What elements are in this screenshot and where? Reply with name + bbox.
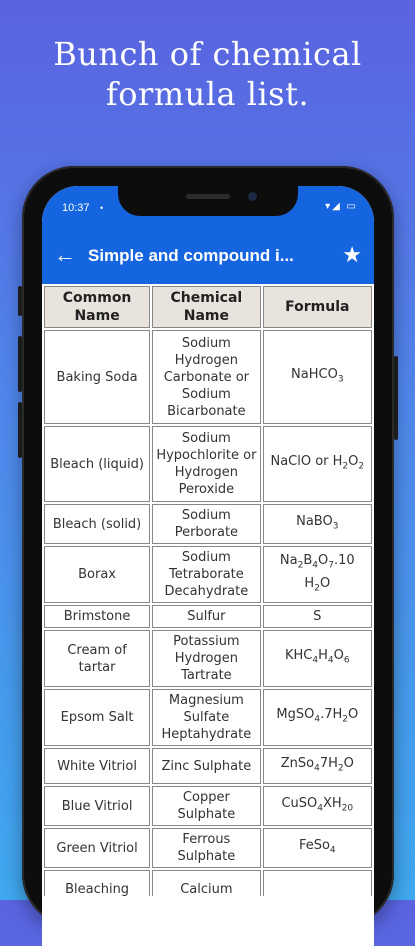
cell-chemical-name: Calcium	[152, 870, 260, 896]
table-row	[44, 546, 372, 603]
cell-common-name: Borax	[44, 546, 150, 603]
cell-chemical-name: Sodium Perborate	[152, 504, 260, 544]
header-formula: Formula	[263, 286, 372, 328]
promo-line-1: Bunch of chemical	[53, 35, 362, 73]
cell-chemical-name: Sodium Hydrogen Carbonate or Sodium Bicarbonate	[152, 330, 260, 424]
cell-chemical-name: Sulfur	[152, 605, 260, 628]
status-notification-dot: •	[100, 203, 104, 213]
cell-formula: $CuSO_4XH_{20}$	[263, 786, 372, 826]
table-row	[44, 330, 372, 424]
cell-common-name: Bleach (solid)	[44, 504, 150, 544]
cell-common-name: Cream of tartar	[44, 630, 150, 687]
cell-chemical-name: Potassium Hydrogen Tartrate	[152, 630, 260, 687]
speaker-grille	[186, 194, 230, 199]
arrow-back-icon[interactable]: ←	[54, 242, 76, 267]
front-camera	[248, 192, 257, 201]
phone-frame	[22, 166, 394, 926]
status-time: 10:37	[62, 202, 90, 214]
cell-formula: $ZnSo_47H_2O$	[263, 748, 372, 784]
cell-formula: S	[263, 605, 372, 628]
cell-common-name: Brimstone	[44, 605, 150, 628]
header-chemical-name: Chemical Name	[152, 286, 260, 328]
cell-formula: $Na_2B_4O_7.10$ $H_2O$	[263, 546, 372, 603]
table-header-row	[44, 286, 372, 328]
cell-formula: NaHCO$_3$	[263, 330, 372, 424]
cell-chemical-name: Copper Sulphate	[152, 786, 260, 826]
table-row	[44, 605, 372, 628]
cell-common-name: Baking Soda	[44, 330, 150, 424]
cell-common-name: Green Vitriol	[44, 828, 150, 868]
table-row	[44, 426, 372, 502]
table-row	[44, 786, 372, 826]
table-row	[44, 630, 372, 687]
table-row	[44, 504, 372, 544]
volume-down-button	[18, 402, 22, 458]
cell-formula: FeSo$_4$	[263, 828, 372, 868]
cell-formula: NaClO or $H_2O_2$	[263, 426, 372, 502]
table-row	[44, 870, 372, 896]
cell-chemical-name: Sodium Tetraborate Decahydrate	[152, 546, 260, 603]
app-bar-title: Simple and compound i...	[88, 246, 294, 265]
table-row	[44, 748, 372, 784]
cell-common-name: Blue Vitriol	[44, 786, 150, 826]
cell-common-name: White Vitriol	[44, 748, 150, 784]
formula-table	[42, 284, 374, 896]
cell-chemical-name: Ferrous Sulphate	[152, 828, 260, 868]
cell-formula: $KHC_4H_4O_6$	[263, 630, 372, 687]
cell-chemical-name: Zinc Sulphate	[152, 748, 260, 784]
promo-heading	[0, 34, 415, 114]
cell-chemical-name: Magnesium Sulfate Heptahydrate	[152, 689, 260, 746]
phone-notch	[118, 186, 298, 216]
promo-line-2: formula list.	[105, 75, 310, 113]
formula-table-container[interactable]	[42, 284, 374, 896]
app-bar	[42, 230, 374, 284]
cell-chemical-name: Sodium Hypochlorite or Hydrogen Peroxide	[152, 426, 260, 502]
power-button	[394, 356, 398, 440]
mute-switch	[18, 286, 22, 316]
cell-common-name: Epsom Salt	[44, 689, 150, 746]
table-row	[44, 689, 372, 746]
volume-up-button	[18, 336, 22, 392]
header-common-name: Common Name	[44, 286, 150, 328]
cell-common-name: Bleach (liquid)	[44, 426, 150, 502]
cell-formula: $MgSO_4.7H_2O$	[263, 689, 372, 746]
status-icons: ▾◢ ▭	[325, 201, 358, 212]
star-icon[interactable]: ★	[342, 242, 362, 267]
phone-screen	[42, 186, 374, 946]
cell-common-name: Bleaching	[44, 870, 150, 896]
table-row	[44, 828, 372, 868]
cell-formula	[263, 870, 372, 896]
cell-formula: NaBO$_3$	[263, 504, 372, 544]
